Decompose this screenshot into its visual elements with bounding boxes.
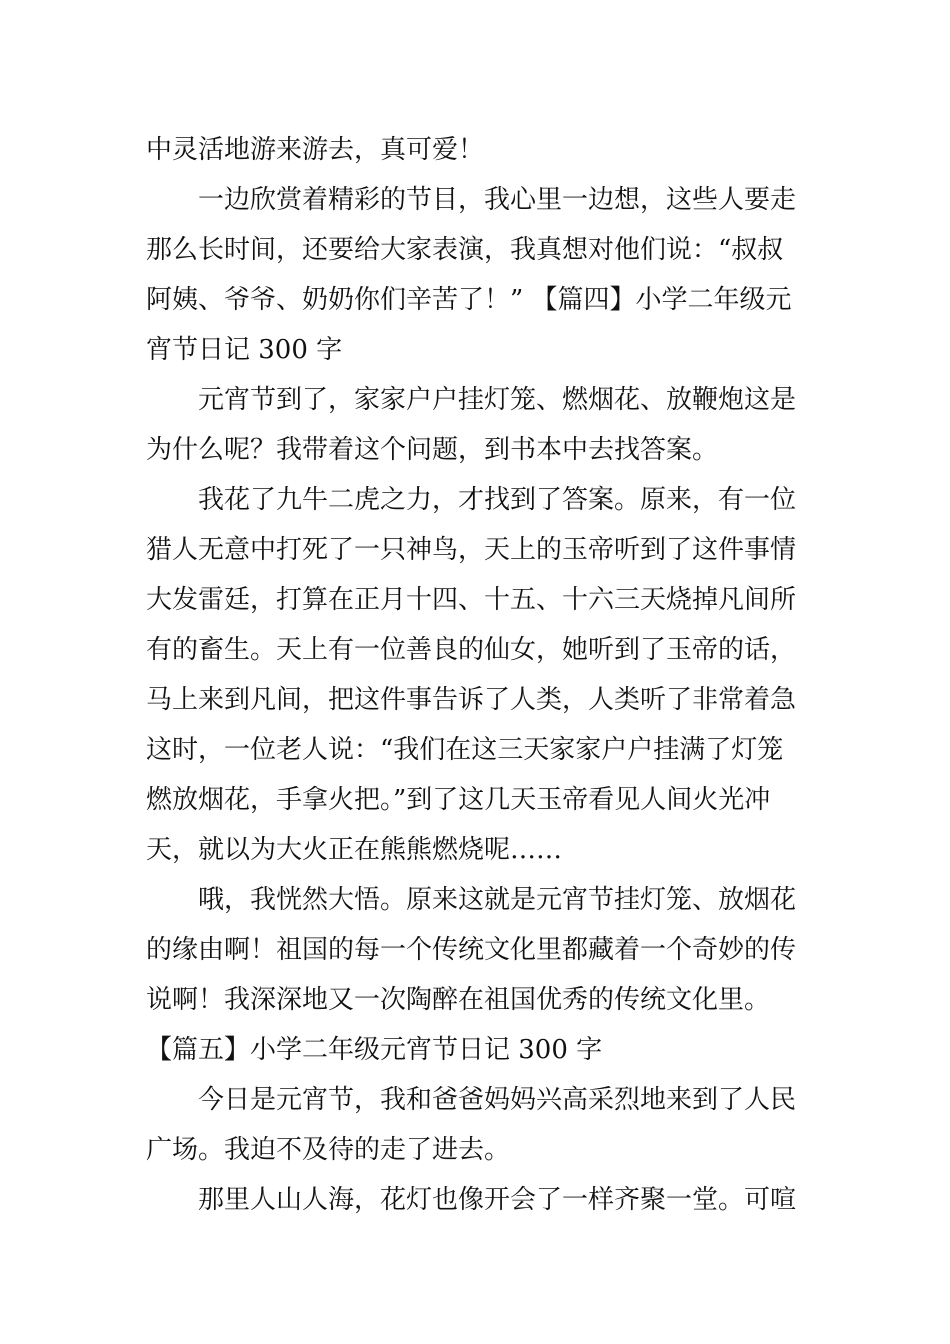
text-line: 天，就以为大火正在熊熊燃烧呢…… [146, 835, 563, 865]
text-line: 燃放烟花，手拿火把。”到了这几天玉帝看见人间火光冲 [146, 785, 771, 815]
text-line: 猎人无意中打死了一只神鸟，天上的玉帝听到了这件事情 [146, 535, 797, 565]
text-line: 今日是元宵节，我和爸爸妈妈兴高采烈地来到了人民 [198, 1085, 797, 1115]
text-line: 那么长时间，还要给大家表演，我真想对他们说：“叔叔 [146, 235, 784, 265]
text-line: 一边欣赏着精彩的节目，我心里一边想，这些人要走 [198, 185, 797, 215]
text-line: 马上来到凡间，把这件事告诉了人类，人类听了非常着急 [146, 685, 797, 715]
text-line: 那里人山人海，花灯也像开会了一样齐聚一堂。可喧 [198, 1185, 797, 1215]
text-line: 有的畜生。天上有一位善良的仙女，她听到了玉帝的话， [146, 635, 797, 665]
text-line: 哦，我恍然大悟。原来这就是元宵节挂灯笼、放烟花 [198, 885, 797, 915]
text-line: 为什么呢？我带着这个问题，到书本中去找答案。 [146, 435, 719, 465]
text-line: 宵节日记 300 字 [146, 335, 343, 365]
text-line: 阿姨、爷爷、奶奶你们辛苦了！” 【篇四】小学二年级元 [146, 285, 792, 315]
text-line: 的缘由啊！祖国的每一个传统文化里都藏着一个奇妙的传 [146, 935, 797, 965]
text-line: 广场。我迫不及待的走了进去。 [146, 1135, 511, 1165]
text-line: 中灵活地游来游去，真可爱！ [146, 135, 485, 165]
section-heading: 【篇五】小学二年级元宵节日记 300 字 [146, 1035, 603, 1065]
text-line: 说啊！我深深地又一次陶醉在祖国优秀的传统文化里。 [146, 985, 771, 1015]
text-line: 这时，一位老人说：“我们在这三天家家户户挂满了灯笼 [146, 735, 784, 765]
document-body [146, 125, 806, 1225]
text-line: 大发雷廷，打算在正月十四、十五、十六三天烧掉凡间所 [146, 585, 797, 615]
text-line: 元宵节到了，家家户户挂灯笼、燃烟花、放鞭炮这是 [198, 385, 797, 415]
text-line: 我花了九牛二虎之力，才找到了答案。原来，有一位 [198, 485, 797, 515]
